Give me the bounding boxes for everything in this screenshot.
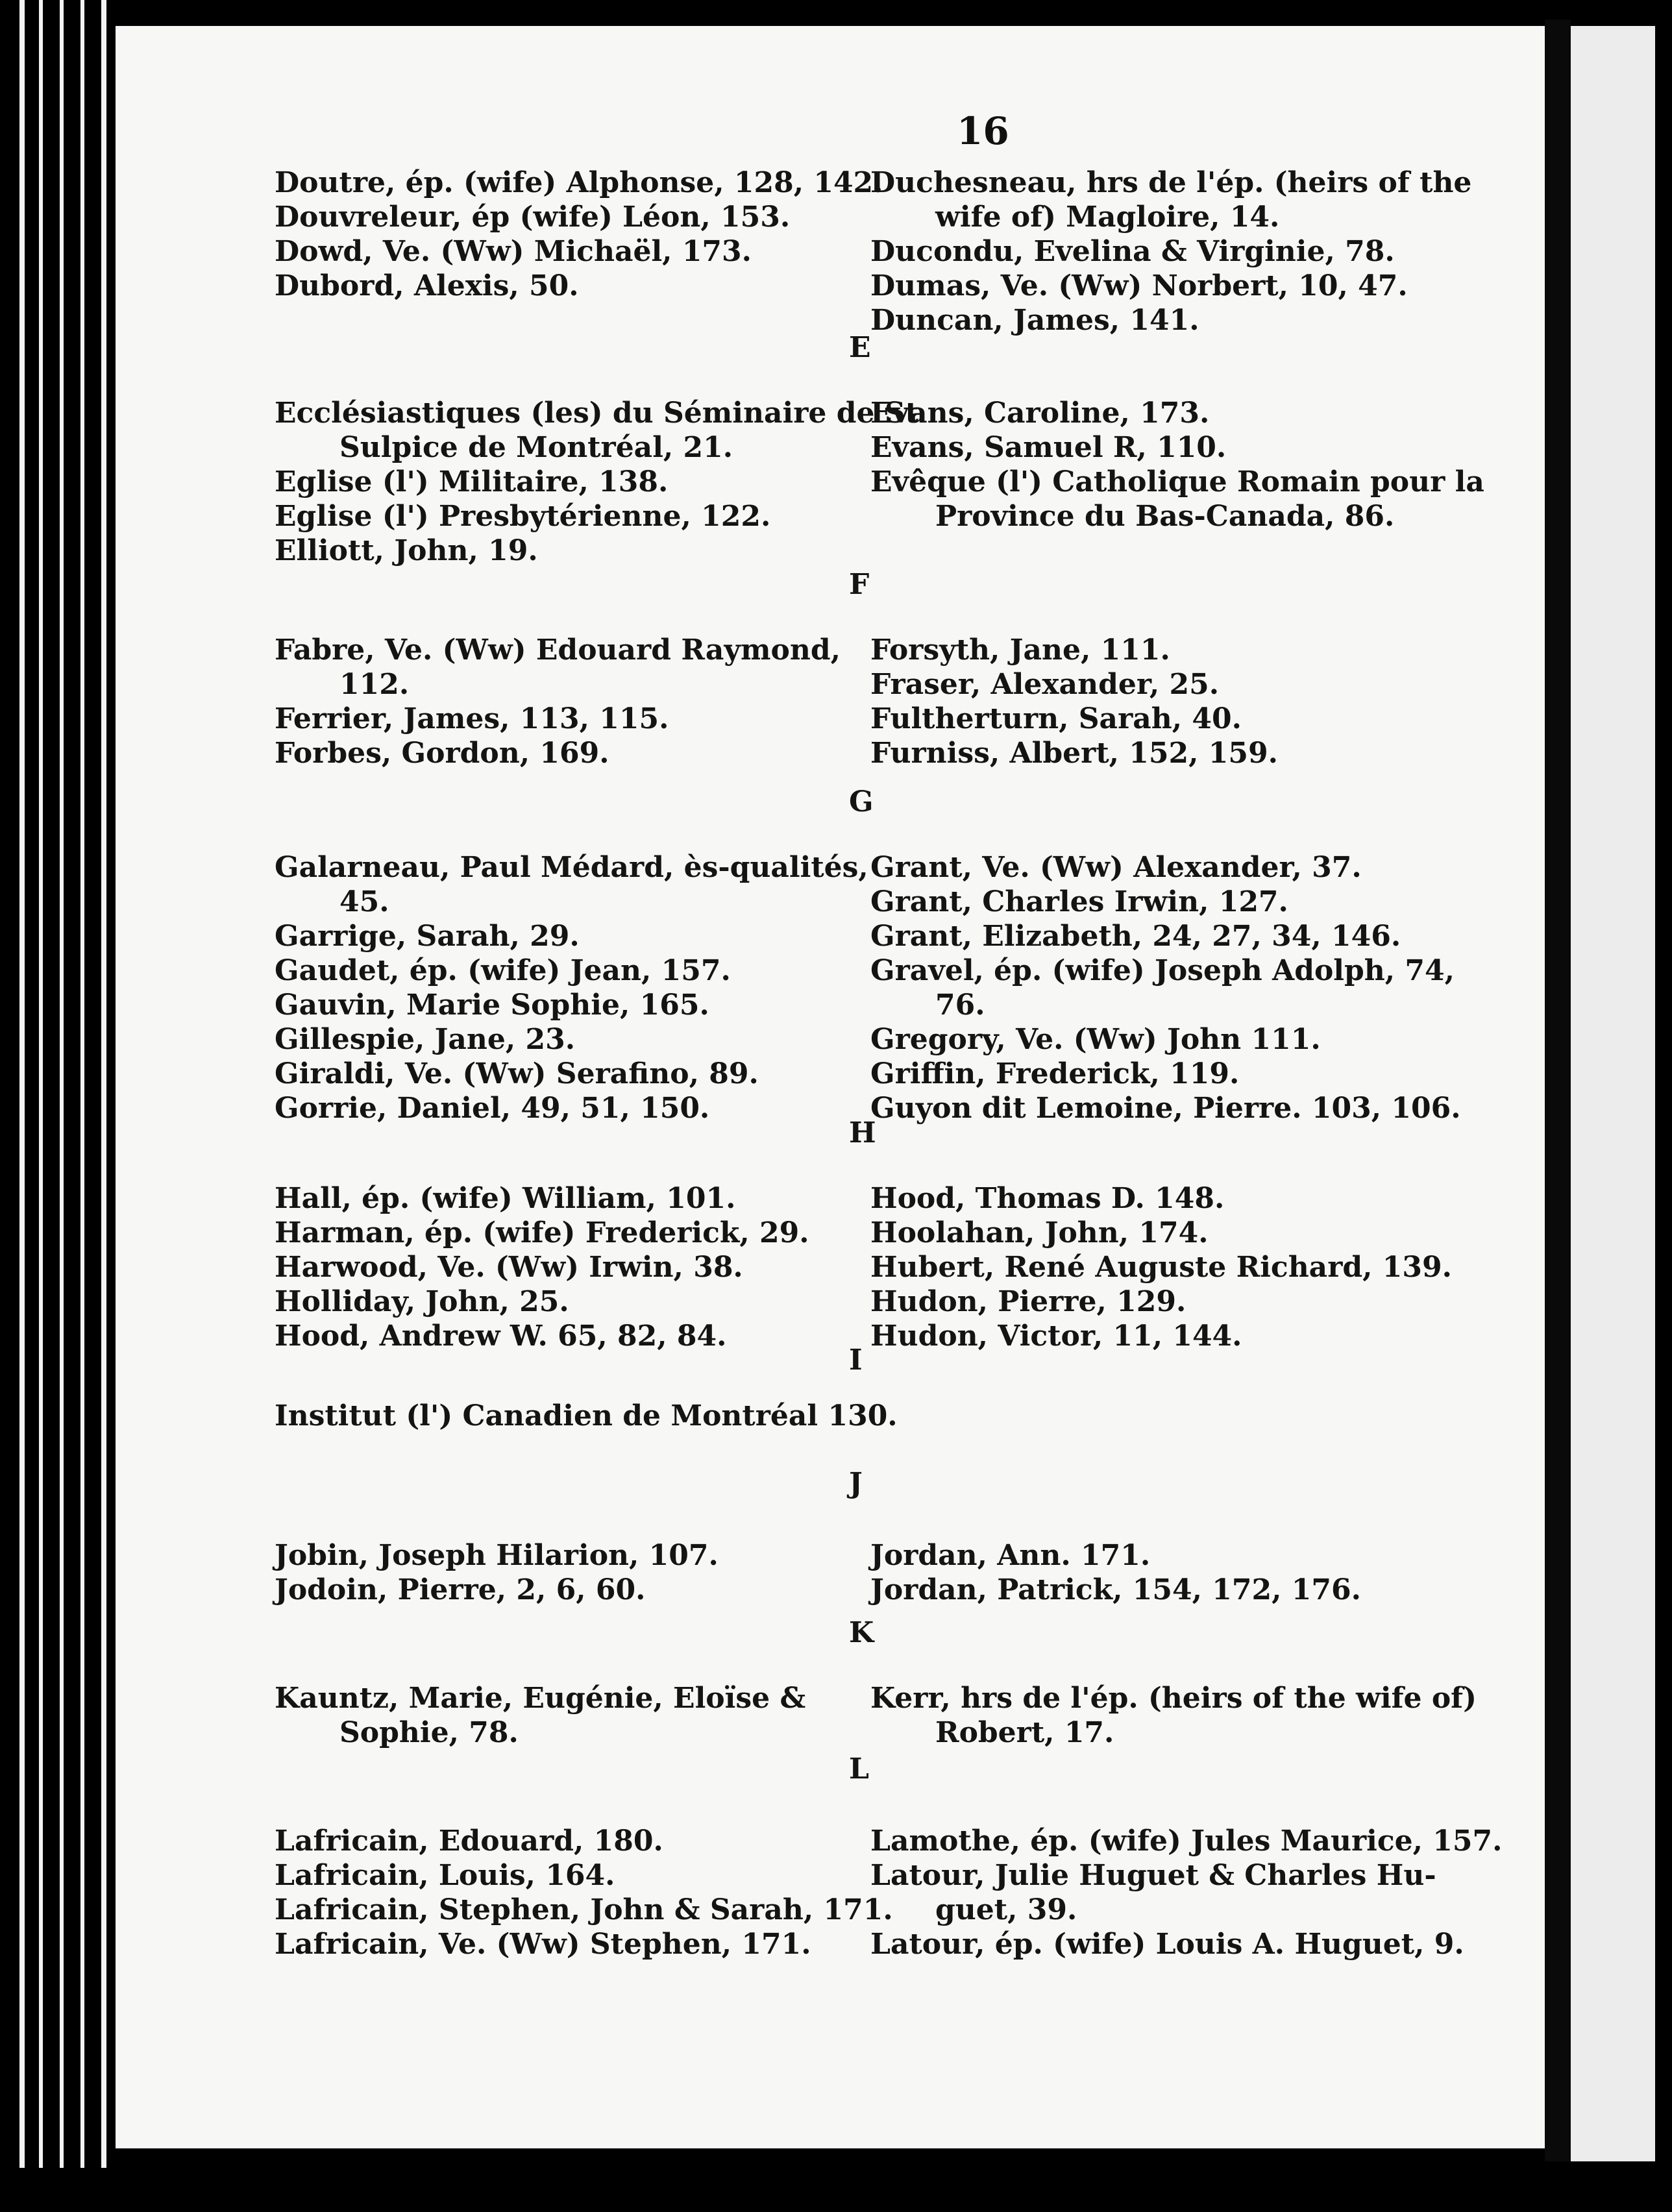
index-entry: Evans, Samuel R, 110. xyxy=(870,431,1227,464)
index-entry: Lafricain, Edouard, 180. xyxy=(275,1825,663,1858)
index-entry: Doutre, ép. (wife) Alphonse, 128, 142. xyxy=(275,166,883,199)
index-entry: Duncan, James, 141. xyxy=(870,304,1199,337)
index-entry: Dubord, Alexis, 50. xyxy=(275,269,579,302)
index-entry: Fraser, Alexander, 25. xyxy=(870,668,1220,701)
left-border-rule xyxy=(39,0,43,2168)
index-entry: Guyon dit Lemoine, Pierre. 103, 106. xyxy=(870,1092,1461,1125)
index-entry: Ducondu, Evelina & Virginie, 78. xyxy=(870,235,1395,268)
index-entry: Latour, Julie Huguet & Charles Hu- xyxy=(870,1859,1436,1892)
index-entry-continuation: wife of) Magloire, 14. xyxy=(935,201,1280,234)
index-entry: Grant, Elizabeth, 24, 27, 34, 146. xyxy=(870,920,1401,953)
index-entry: Gillespie, Jane, 23. xyxy=(275,1023,576,1056)
document-page xyxy=(116,26,1545,2148)
index-entry: Hood, Thomas D. 148. xyxy=(870,1182,1225,1215)
index-entry: Jobin, Joseph Hilarion, 107. xyxy=(275,1539,719,1572)
index-entry: Lafricain, Stephen, John & Sarah, 171. xyxy=(275,1893,893,1926)
index-entry-continuation: Province du Bas-Canada, 86. xyxy=(935,500,1395,533)
index-entry: Lafricain, Louis, 164. xyxy=(275,1859,615,1892)
index-entry: Galarneau, Paul Médard, ès-qualités, xyxy=(275,851,868,884)
index-entry: Kauntz, Marie, Eugénie, Eloïse & xyxy=(275,1682,806,1715)
left-border-rule xyxy=(60,0,64,2168)
index-entry: Institut (l') Canadien de Montréal 130. xyxy=(275,1399,898,1432)
index-entry: Fultherturn, Sarah, 40. xyxy=(870,702,1242,735)
index-entry: Griffin, Frederick, 119. xyxy=(870,1057,1240,1090)
index-entry: Giraldi, Ve. (Ww) Serafino, 89. xyxy=(275,1057,759,1090)
index-entry-continuation: Sulpice de Montréal, 21. xyxy=(339,431,733,464)
index-entry: Gauvin, Marie Sophie, 165. xyxy=(275,989,709,1022)
index-entry: Gravel, ép. (wife) Joseph Adolph, 74, xyxy=(870,954,1455,987)
page-number: 16 xyxy=(957,109,1009,153)
index-entry: Forbes, Gordon, 169. xyxy=(275,737,609,770)
index-entry: Harman, ép. (wife) Frederick, 29. xyxy=(275,1216,809,1249)
index-entry: Hubert, René Auguste Richard, 139. xyxy=(870,1251,1452,1284)
index-entry: Grant, Ve. (Ww) Alexander, 37. xyxy=(870,851,1362,884)
index-entry: Hood, Andrew W. 65, 82, 84. xyxy=(275,1320,727,1353)
index-entry: Hudon, Victor, 11, 144. xyxy=(870,1320,1242,1353)
index-entry: Holliday, John, 25. xyxy=(275,1285,569,1318)
index-entry-continuation: guet, 39. xyxy=(935,1893,1077,1926)
index-entry: Duchesneau, hrs de l'ép. (heirs of the xyxy=(870,166,1472,199)
index-entry: Evêque (l') Catholique Romain pour la xyxy=(870,465,1484,498)
left-border-rule xyxy=(19,0,25,2168)
adjacent-page-edge xyxy=(1571,26,1655,2161)
index-entry: Gaudet, ép. (wife) Jean, 157. xyxy=(275,954,731,987)
section-letter-f: F xyxy=(849,568,870,601)
index-entry: Gorrie, Daniel, 49, 51, 150. xyxy=(275,1092,710,1125)
index-entry: Dowd, Ve. (Ww) Michaël, 173. xyxy=(275,235,752,268)
section-letter-l: L xyxy=(849,1752,869,1786)
index-entry: Ferrier, James, 113, 115. xyxy=(275,702,669,735)
index-entry: Evans, Caroline, 173. xyxy=(870,397,1210,430)
index-entry: Kerr, hrs de l'ép. (heirs of the wife of) xyxy=(870,1682,1477,1715)
index-entry-continuation: 45. xyxy=(339,885,389,918)
index-entry: Dumas, Ve. (Ww) Norbert, 10, 47. xyxy=(870,269,1408,302)
left-border-rule xyxy=(80,0,84,2168)
index-entry: Jordan, Patrick, 154, 172, 176. xyxy=(870,1573,1361,1606)
index-entry: Douvreleur, ép (wife) Léon, 153. xyxy=(275,201,791,234)
index-entry: Hoolahan, John, 174. xyxy=(870,1216,1209,1249)
index-entry: Harwood, Ve. (Ww) Irwin, 38. xyxy=(275,1251,743,1284)
index-entry: Gregory, Ve. (Ww) John 111. xyxy=(870,1023,1321,1056)
index-entry: Grant, Charles Irwin, 127. xyxy=(870,885,1288,918)
section-letter-h: H xyxy=(849,1116,876,1149)
index-entry: Elliott, John, 19. xyxy=(275,534,538,567)
index-entry: Hall, ép. (wife) William, 101. xyxy=(275,1182,736,1215)
index-entry: Garrige, Sarah, 29. xyxy=(275,920,580,953)
index-entry: Forsyth, Jane, 111. xyxy=(870,633,1170,667)
index-entry-continuation: Robert, 17. xyxy=(935,1716,1114,1749)
index-entry: Hudon, Pierre, 129. xyxy=(870,1285,1186,1318)
index-entry: Furniss, Albert, 152, 159. xyxy=(870,737,1278,770)
section-letter-j: J xyxy=(849,1467,863,1500)
index-entry: Fabre, Ve. (Ww) Edouard Raymond, xyxy=(275,633,841,667)
index-entry-continuation: Sophie, 78. xyxy=(339,1716,519,1749)
index-entry: Ecclésiastiques (les) du Séminaire de St xyxy=(275,397,918,430)
section-letter-e: E xyxy=(849,331,871,364)
index-entry: Jodoin, Pierre, 2, 6, 60. xyxy=(275,1573,646,1606)
index-entry: Jordan, Ann. 171. xyxy=(870,1539,1151,1572)
index-entry: Latour, ép. (wife) Louis A. Huguet, 9. xyxy=(870,1928,1464,1961)
left-border-rule xyxy=(101,0,106,2168)
index-entry-continuation: 112. xyxy=(339,668,410,701)
section-letter-i: I xyxy=(849,1344,863,1377)
section-letter-k: K xyxy=(849,1616,874,1649)
index-entry-continuation: 76. xyxy=(935,989,985,1022)
index-entry: Eglise (l') Militaire, 138. xyxy=(275,465,669,498)
index-entry: Eglise (l') Presbytérienne, 122. xyxy=(275,500,771,533)
section-letter-g: G xyxy=(849,785,874,818)
right-dark-band xyxy=(1545,19,1571,2161)
index-entry: Lafricain, Ve. (Ww) Stephen, 171. xyxy=(275,1928,811,1961)
index-entry: Lamothe, ép. (wife) Jules Maurice, 157. xyxy=(870,1825,1503,1858)
